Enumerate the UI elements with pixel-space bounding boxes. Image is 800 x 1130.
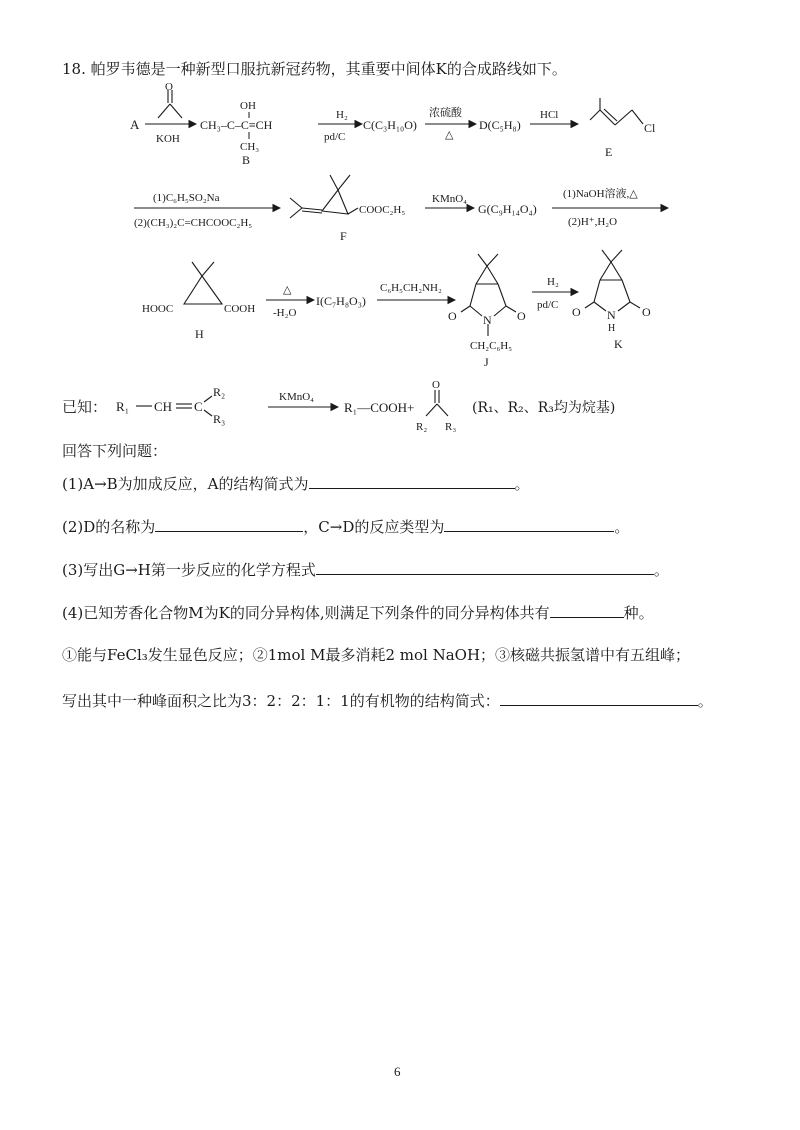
question-1: (1)A→B为加成反应，A的结构简式为 。 xyxy=(62,472,530,494)
compound-d: D(C₅H₈) xyxy=(479,118,521,132)
reagent-pdc: pd/C xyxy=(324,131,346,143)
question-intro: 帕罗韦德是一种新型口服抗新冠药物，其重要中间体K的合成路线如下。 xyxy=(90,60,567,78)
reagent-benzylamine: C₆H₅CH₂NH₂ xyxy=(380,282,442,294)
question-header xyxy=(62,58,567,79)
compound-g: G(C₉H₁₄O₄) xyxy=(478,202,537,216)
k-nitrogen: N xyxy=(607,308,616,322)
synthesis-scheme xyxy=(0,80,800,380)
f-ester: COOC₂H₅ xyxy=(359,204,406,216)
known-r3: R₃ xyxy=(213,412,226,426)
answer-blank-2a[interactable] xyxy=(155,515,303,532)
h-left-acid: HOOC xyxy=(142,303,174,315)
known-r1: R₁ xyxy=(116,399,130,414)
h-right-acid: COOH xyxy=(224,303,256,315)
label-j: J xyxy=(484,355,489,369)
reagent-sulfinate: (1)C₆H₅SO₂Na xyxy=(153,192,220,204)
compound-h-structure xyxy=(184,262,222,304)
known-product-acid: R₁—COOH+ xyxy=(344,400,415,415)
known-kmno4: KMnO₄ xyxy=(279,391,315,403)
e-cl: Cl xyxy=(644,121,656,135)
reagent-kmno4: KMnO₄ xyxy=(432,193,468,205)
question-2: (2)D的名称为 ，C→D的反应类型为 。 xyxy=(62,515,629,537)
reagent-koh: KOH xyxy=(156,133,180,145)
question-5: 写出其中一种峰面积之比为3：2：2：1：1的有机物的结构简式： 。 xyxy=(62,689,713,711)
answer-blank-3[interactable] xyxy=(316,558,654,575)
j-oxygen-1: O xyxy=(448,309,457,323)
question-3: (3)写出G→H第一步反应的化学方程式 。 xyxy=(62,558,669,580)
compound-i: I(C₇H₈O₃) xyxy=(316,294,366,308)
question-number: 18. xyxy=(62,60,86,78)
answer-blank-5[interactable] xyxy=(500,689,698,706)
compound-a: A xyxy=(130,117,140,132)
ketone-structure xyxy=(426,390,448,416)
answer-blank-1[interactable] xyxy=(309,472,515,489)
label-f: F xyxy=(340,229,347,243)
known-r2: R₂ xyxy=(213,385,226,399)
reagent-heat-2: △ xyxy=(283,284,292,296)
j-nitrogen: N xyxy=(483,313,492,327)
page-number: 6 xyxy=(394,1064,401,1079)
label-h: H xyxy=(195,327,204,341)
question-4-conditions: ①能与FeCl₃发生显色反应；②1mol M最多消耗2 mol NaOH；③核磁共振氢谱中有五组峰； xyxy=(62,646,691,664)
reagent-h2so4: 浓硫酸 xyxy=(429,107,462,119)
answer-blank-2b[interactable] xyxy=(444,515,614,532)
reagent-naoh: (1)NaOH溶液,△ xyxy=(563,188,638,200)
reagent-acid: (2)H⁺,H₂O xyxy=(568,216,618,228)
question-4: (4)已知芳香化合物M为K的同分异构体,则满足下列条件的同分异构体共有 种。 xyxy=(62,601,654,623)
known-label: 已知： xyxy=(62,398,108,416)
known-ch: CH xyxy=(154,399,173,414)
known-reaction xyxy=(0,378,800,438)
b-ch3: CH₃ xyxy=(240,141,260,153)
reagent-h2-2: H₂ xyxy=(547,276,559,288)
reagent-heat: △ xyxy=(445,129,454,141)
reagent-ester: (2)(CH₃)₂C=CHCOOC₂H₅ xyxy=(134,217,253,229)
compound-c: C(C₃H₁₀O) xyxy=(363,118,417,132)
j-benzyl: CH₂C₆H₅ xyxy=(470,340,513,352)
reagent-pdc-2: pd/C xyxy=(537,299,559,311)
known-c: C xyxy=(194,399,203,414)
svg-text:O: O xyxy=(165,81,173,93)
answer-blank-4[interactable] xyxy=(550,601,624,618)
known-note: (R₁、R₂、R₃均为烷基) xyxy=(472,400,616,416)
compound-f-structure xyxy=(290,175,358,218)
label-k: K xyxy=(614,337,623,351)
j-oxygen-2: O xyxy=(517,309,526,323)
acetone-structure xyxy=(158,90,182,118)
k-oxygen-2: O xyxy=(642,305,651,319)
ketone-r2: R₂ xyxy=(416,421,428,433)
k-hydrogen: H xyxy=(608,323,616,334)
compound-e-structure xyxy=(590,98,643,125)
label-b: B xyxy=(242,153,251,167)
compound-k-structure xyxy=(585,250,640,311)
reagent-h2: H₂ xyxy=(336,109,348,121)
reagent-hcl: HCl xyxy=(540,109,559,121)
compound-b: CH₃–C–C≡CH xyxy=(200,118,273,132)
reagent-minus-water: -H₂O xyxy=(273,307,297,319)
k-oxygen-1: O xyxy=(572,305,581,319)
ketone-o: O xyxy=(432,379,440,391)
b-oh: OH xyxy=(240,100,256,112)
answers-heading: 回答下列问题： xyxy=(62,442,168,460)
ketone-r3: R₃ xyxy=(445,421,457,433)
label-e: E xyxy=(605,145,613,159)
